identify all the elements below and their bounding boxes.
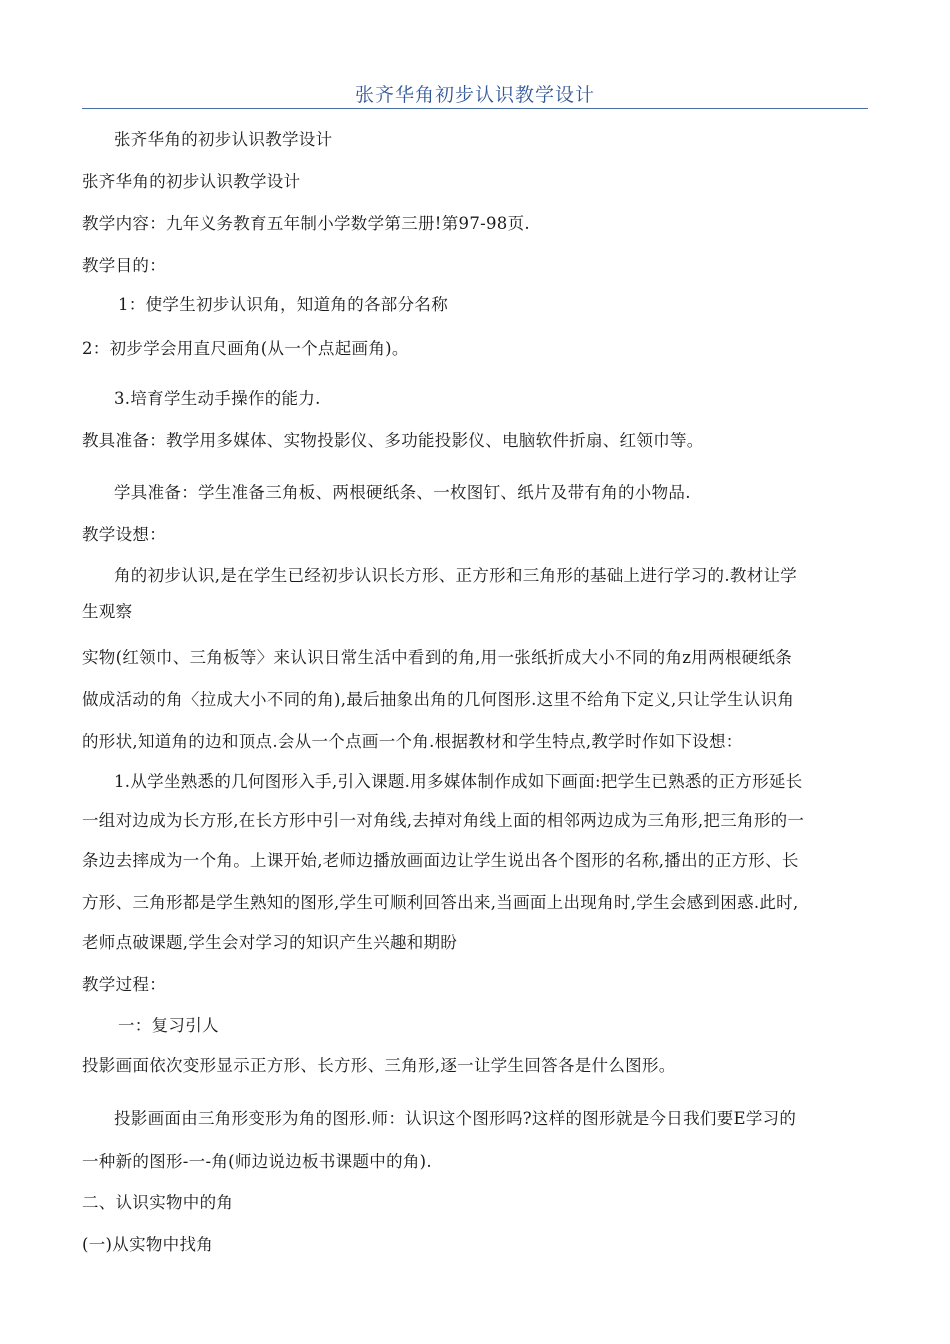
teaching-content: 教学内容：九年义务教育五年制小学数学第三册!第97-98页. (82, 214, 530, 233)
teaching-ideas-heading: 教学设想： (82, 525, 166, 544)
goal-1: 1：使学生初步认识角，知道角的各部分名称 (118, 295, 448, 314)
idea-1-line-2: 一组对边成为长方形,在长方形中引一对角线,去掉对角线上面的相邻两边成为三角形,把三角形的一 (82, 811, 805, 830)
section-1-text: 投影画面依次变形显示正方形、长方形、三角形,逐一让学生回答各是什么图形。 (82, 1056, 676, 1075)
idea-1-line-3: 条边去摔成为一个角。上课开始,老师边播放画面边让学生说出各个图形的名称,播出的正方形、长 (82, 851, 799, 870)
teaching-process-heading: 教学过程： (82, 975, 166, 994)
page-header-title: 张齐华角初步认识教学设计 (354, 84, 595, 106)
header-divider (82, 108, 868, 109)
section-1-heading: 一：复习引人 (118, 1016, 219, 1035)
idea-1-line-1: 1.从学坐熟悉的几何图形入手,引入课题.用多媒体制作成如下画面:把学生已熟悉的正方形延长 (114, 772, 803, 791)
goal-2: 2：初步学会用直尺画角(从一个点起画角)。 (82, 339, 409, 358)
goal-3: 3.培育学生动手操作的能力. (114, 389, 321, 408)
idea-1-line-5: 老师点破课题,学生会对学习的知识产生兴趣和期盼 (82, 933, 458, 952)
ideas-paragraph-line-1: 角的初步认识,是在学生已经初步认识长方形、正方形和三角形的基础上进行学习的.教材让学 (114, 566, 798, 585)
ideas-paragraph-line-2: 生观察 (82, 602, 133, 621)
subtitle: 张齐华角的初步认识教学设计 (82, 172, 301, 191)
ideas-paragraph2-line-3: 的形状,知道角的边和顶点.会从一个点画一个角.根据教材和学生特点,教学时作如下设想： (82, 732, 743, 751)
student-aids: 学具准备：学生准备三角板、两根硬纸条、一枚图钉、纸片及带有角的小物品. (114, 483, 691, 502)
ideas-paragraph2-line-2: 做成活动的角〈拉成大小不同的角),最后抽象出角的几何图形.这里不给角下定义,只让学生认识角 (82, 690, 795, 709)
section-1-text-2-line-1: 投影画面由三角形变形为角的图形.师：认识这个图形吗?这样的图形就是今日我们要E学习的 (114, 1109, 797, 1128)
subtitle-indented: 张齐华角的初步认识教学设计 (114, 130, 333, 149)
section-2-heading: 二、认识实物中的角 (82, 1193, 234, 1212)
ideas-paragraph2-line-1: 实物(红领巾、三角板等〉来认识日常生活中看到的角,用一张纸折成大小不同的角z用两根硬纸条 (82, 648, 793, 667)
idea-1-line-4: 方形、三角形都是学生熟知的图形,学生可顺利回答出来,当画面上出现角时,学生会感到困惑.此时, (82, 893, 799, 912)
section-1-text-2-line-2: 一种新的图形-一-角(师边说边板书课题中的角). (82, 1152, 432, 1171)
subsection-1-heading: (一)从实物中找角 (82, 1235, 214, 1254)
teaching-aids: 教具准备：教学用多媒体、实物投影仪、多功能投影仪、电脑软件折扇、红领巾等。 (82, 431, 704, 450)
teaching-goals-heading: 教学目的： (82, 256, 166, 275)
